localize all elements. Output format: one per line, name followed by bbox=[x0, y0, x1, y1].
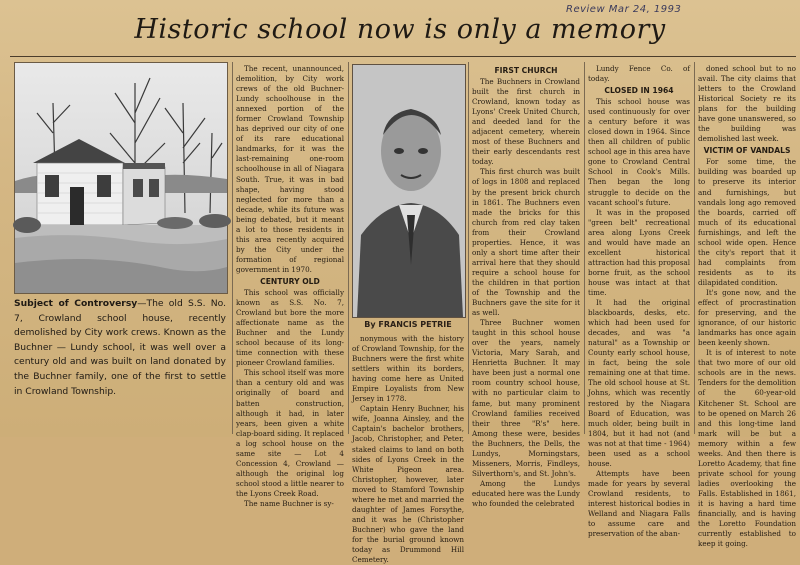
paragraph: The name Buchner is sy- bbox=[244, 498, 334, 508]
paragraph: nonymous with the history of Crowland Township, for the Buchners were the first white settlers within its borders, having come here as United Empire Loyalists from New Jersey in 1778. bbox=[352, 334, 464, 404]
caption-heading: Subject of Controversy bbox=[14, 298, 138, 309]
subheading: VICTIM OF VANDALS bbox=[703, 146, 791, 156]
article-column-3 bbox=[472, 64, 580, 508]
paragraph: Attempts have been made for years by several Crowland residents, to interest historical bodies in Welland and Niagara Falls to assume care and preservation of the aban- bbox=[588, 468, 690, 539]
paragraph: doned school but to no avail. The city claims that letters to the Crowland Historical Society re its plans for the building have gone unanswered, so the building was demolished last week. bbox=[698, 64, 796, 144]
column-divider bbox=[468, 62, 469, 434]
paragraph: Three Buchner women taught in this school house over the years, namely Victoria, Mary Sarah, and Henrietta Buchner. It may have been just a normal one room country school house, with no particular claim to fame, but many prominent Crowland families received their three "R's" here. Among these were, besides the Buchners, the Dells, the Lundys, Morningstars, Misseners, Morris, Findleys, Silverthorn's, and St. John's. bbox=[472, 318, 580, 478]
paragraph: Lundy Fence Co. of today. bbox=[588, 64, 690, 84]
paragraph: It's gone now, and the effect of procrastination for preserving, and the ignorance, of our historic landmarks has once again been keenly shown. bbox=[698, 287, 796, 348]
paragraph: The Buchners in Crowland built the first church in Crowland, known today as Lyons' Creek United Church, and deeded land for the adjacent cemetery, wherein most of these Buchners and their early descendants rest today. bbox=[472, 77, 580, 167]
paragraph: This school house was used continuously for over a century before it was closed down in 1964. Since then all children of public school age in this area have gone to Crowland Central School in Cook's Mills. Then began the long struggle to decide on the vacant school's future. bbox=[588, 97, 690, 207]
article-column-1 bbox=[236, 64, 344, 508]
caption-text: —The old S.S. No. 7, Crowland school house, recently demolished by City work crews. Known as the Buchner — Lundy school, it was well over a century old and was built on land donated by the Buchner family, one of the first to settle in Crowland Township. bbox=[14, 298, 226, 397]
article-column-5 bbox=[698, 64, 796, 549]
article-column-2 bbox=[352, 334, 464, 565]
paragraph: This first church was built of logs in 1808 and replaced by the present brick church in 1861. The Buchners even made the bricks for this church from red clay taken from their Crowland properties. Hence, it was only a short time after their arrival here that they should require a school house for the children in that portion of the Township and the Buchners gave the site for it as well. bbox=[472, 167, 580, 318]
article-column-4 bbox=[588, 64, 690, 539]
paragraph: For some time, the building was boarded up to preserve its interior and furnishings, but vandals long ago removed the boards, carried off much of its educational furnishings, and left the school wide open. Hence the city's report that it had complaints from residents as to its dilapidated condition. bbox=[698, 157, 796, 287]
handwritten-date-note: Review Mar 24, 1993 bbox=[566, 4, 682, 15]
headline: Historic school now is only a memory bbox=[134, 14, 666, 45]
photo-caption bbox=[14, 297, 226, 427]
paragraph: The recent, unannounced, demolition, by City work crews of the old Buchner-Lundy schoolhouse in the annexed portion of the former Crowland Township has deprived our city of one of its rare educational landmarks, for it was the last-remaining one-room schoolhouse in all of Niagara South. True, it was in bad shape, having stood neglected for more than a decade, while its future was being debated, but it meant a lot to those residents in this area recently acquired by the City under the formation of regional government in 1970. bbox=[236, 64, 344, 274]
subheading: CLOSED IN 1964 bbox=[604, 86, 674, 96]
column-divider bbox=[348, 62, 349, 434]
column-divider bbox=[694, 62, 695, 434]
paragraph: This school itself was more than a century old and was originally of board and batten construction, although it had, in later years, been given a white clap-board siding. It replaced a log school house on the same site — Lot 4 Concession 4, Crowland — although the original log school stood a little nearer to the Lyons Creek Road. bbox=[236, 368, 344, 498]
paragraph: Captain Henry Buchner, his wife, Joanna Ainsley, and the Captain's bachelor brothers, Jacob, Christopher, and Peter, staked claims to land on both sides of Lyons Creek in the White Pigeon area. Christopher, however, later moved to Stamford Township where he met and married the daughter of James Forsythe, and it was he (Christopher Buchner) who gave the land for the burial ground known today as Drummond Hill Cemetery. bbox=[352, 404, 464, 565]
column-divider bbox=[232, 62, 233, 434]
paragraph: This school was officially known as S.S. No. 7, Crowland but bore the more affectionate name as the Buchner and the Lundy school because of its long-time connection with these pioneer Crowland families. bbox=[236, 287, 344, 368]
byline: By FRANCIS PETRIE bbox=[364, 320, 452, 329]
school-house-photo bbox=[14, 62, 228, 294]
column-divider bbox=[584, 62, 585, 434]
author-portrait bbox=[352, 64, 466, 318]
paragraph: Among the Lundys educated here was the Lundy who founded the celebrated bbox=[472, 478, 580, 508]
paragraph: It is of interest to note that two more of our old schools are in the news. Tenders for the demolition of the 60-year-old Kitchener St. School are to be opened on March 26 and this long-time land mark will be but a memory within a few weeks. And then there is Loretto Academy, that fine private school for young ladies overlooking the Falls. Established in 1861, it is having a hard time financially, and is having the Loretto Foundation currently established to keep it going. bbox=[698, 348, 796, 549]
headline-rule bbox=[10, 56, 796, 57]
paragraph: It was in the proposed "green belt" recreational area along Lyons Creek and would have made an excellent historical attraction had this proposal borne fruit, as the school house was intact at that time. bbox=[588, 207, 690, 297]
paragraph: It had the original blackboards, desks, etc. which had been used for decades, and was "a natural" as a Township or County early school house, in fact, being the sole remaining one at that time. The old school house at St. Johns, which was recently restored by the Niagara Board of Education, was much older, being built in 1804, but it had not (and was not at that time - 1964) been used as a school house. bbox=[588, 298, 690, 468]
subheading: FIRST CHURCH bbox=[494, 66, 558, 75]
subheading: CENTURY OLD bbox=[260, 276, 320, 286]
